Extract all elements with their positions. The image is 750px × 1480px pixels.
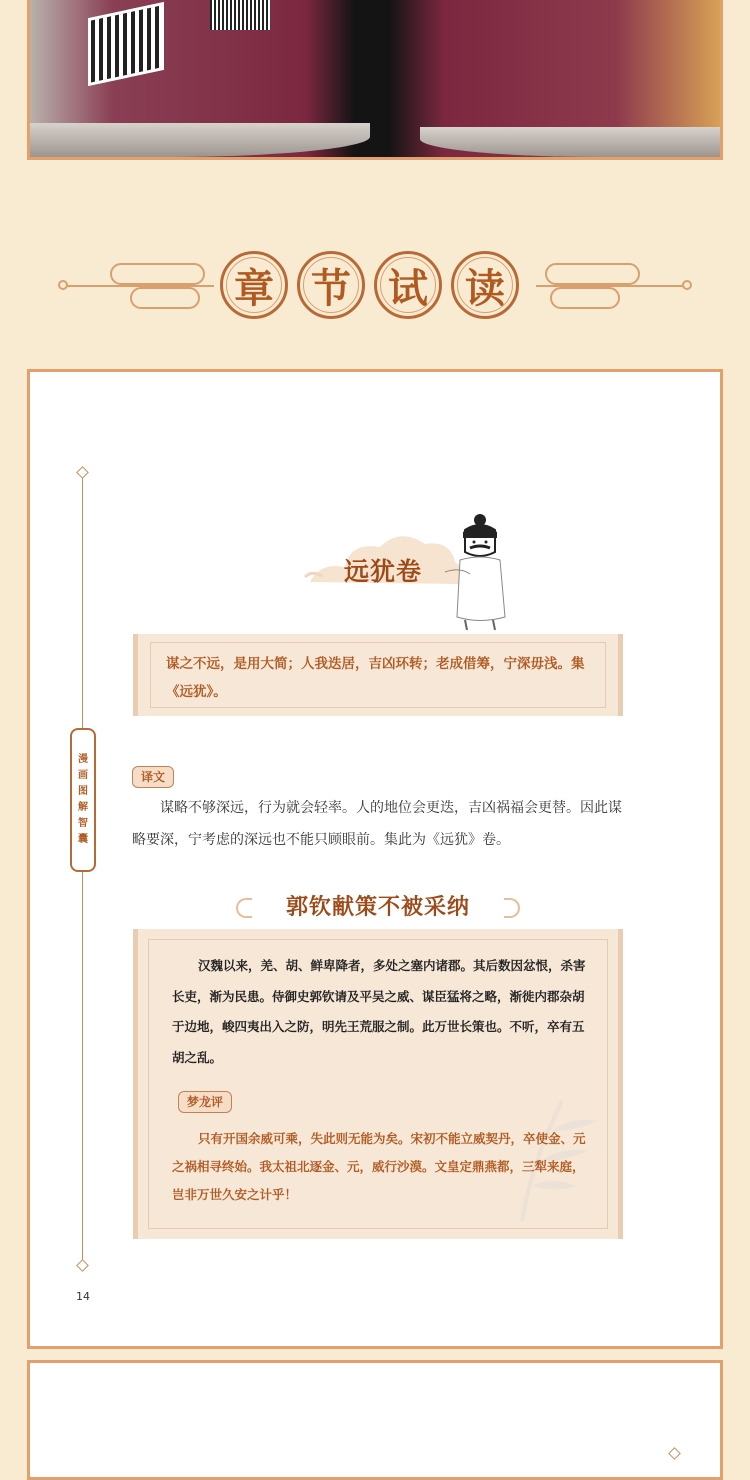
header-dot-right <box>682 280 692 290</box>
book-photo <box>27 0 723 160</box>
story-box <box>133 929 623 1239</box>
header-dot-left <box>58 280 68 290</box>
header-scroll-right <box>545 263 640 285</box>
comment-body: 只有开国余威可乘，失此则无能为矣。宋初不能立威契丹，卒使金、元之祸相寻终始。我太祖北逐金、元，威行沙漠。文皇定鼎燕都，三犁来庭，岂非万世久安之计乎！ <box>172 1131 586 1202</box>
spine-char: 智 <box>78 818 88 829</box>
header-scroll-left-2 <box>130 287 200 309</box>
comment-tag: 梦龙评 <box>178 1091 232 1113</box>
translation-body: 谋略不够深远，行为就会轻率。人的地位会更迭，吉凶祸福会更替。因此谋略要深，宁考虑的深远也不能只顾眼前。集此为《远犹》卷。 <box>132 800 622 848</box>
header-char-3: 试 <box>374 251 442 319</box>
header-scroll-right-2 <box>550 287 620 309</box>
story-body: 汉魏以来，羌、胡、鲜卑降者，多处之塞内诸郡。其后数因忿恨，杀害长吏，渐为民患。侍御史郭钦请及平吴之威、谋臣猛将之略，渐徙内郡杂胡于边地，峻四夷出入之防，明先王荒服之制。此万世长策也。不听，卒有五胡之乱。 <box>172 958 586 1065</box>
story-text <box>172 951 592 1073</box>
spine-char: 图 <box>78 786 88 797</box>
header-char-4: 读 <box>451 251 519 319</box>
spine-char: 画 <box>78 770 88 781</box>
book-pages-left <box>30 123 370 157</box>
spine-char: 解 <box>78 802 88 813</box>
spine-char: 囊 <box>78 834 88 845</box>
header-scroll-left <box>110 263 205 285</box>
comment-text <box>172 1125 592 1209</box>
volume-title: 远犹卷 <box>344 557 423 586</box>
spine-line-top <box>82 472 83 732</box>
spine-label <box>70 728 96 872</box>
spine-char: 漫 <box>78 754 88 765</box>
header-char-2: 节 <box>297 251 365 319</box>
spine-diamond-next <box>668 1447 681 1460</box>
next-sample-page <box>27 1360 723 1480</box>
section-header <box>0 245 750 325</box>
quote-text: 谋之不远，是用大简；人我迭居，吉凶环转；老成借筹，宁深毋浅。集《远犹》。 <box>166 656 585 700</box>
scholar-illustration <box>425 512 515 632</box>
qr-code-image <box>88 2 164 86</box>
translation-text <box>132 792 632 856</box>
page-number: 14 <box>76 1290 90 1303</box>
sample-page <box>27 369 723 1349</box>
spine-diamond-bottom <box>76 1259 89 1272</box>
book-pages-right <box>420 127 720 157</box>
translation-tag: 译文 <box>132 766 174 788</box>
header-char-1: 章 <box>220 251 288 319</box>
spine-diamond-top <box>76 466 89 479</box>
spine-line-bottom <box>82 870 83 1265</box>
quote-box <box>133 634 623 716</box>
story-title: 郭钦献策不被采纳 <box>285 895 470 920</box>
barcode-image <box>210 0 270 30</box>
